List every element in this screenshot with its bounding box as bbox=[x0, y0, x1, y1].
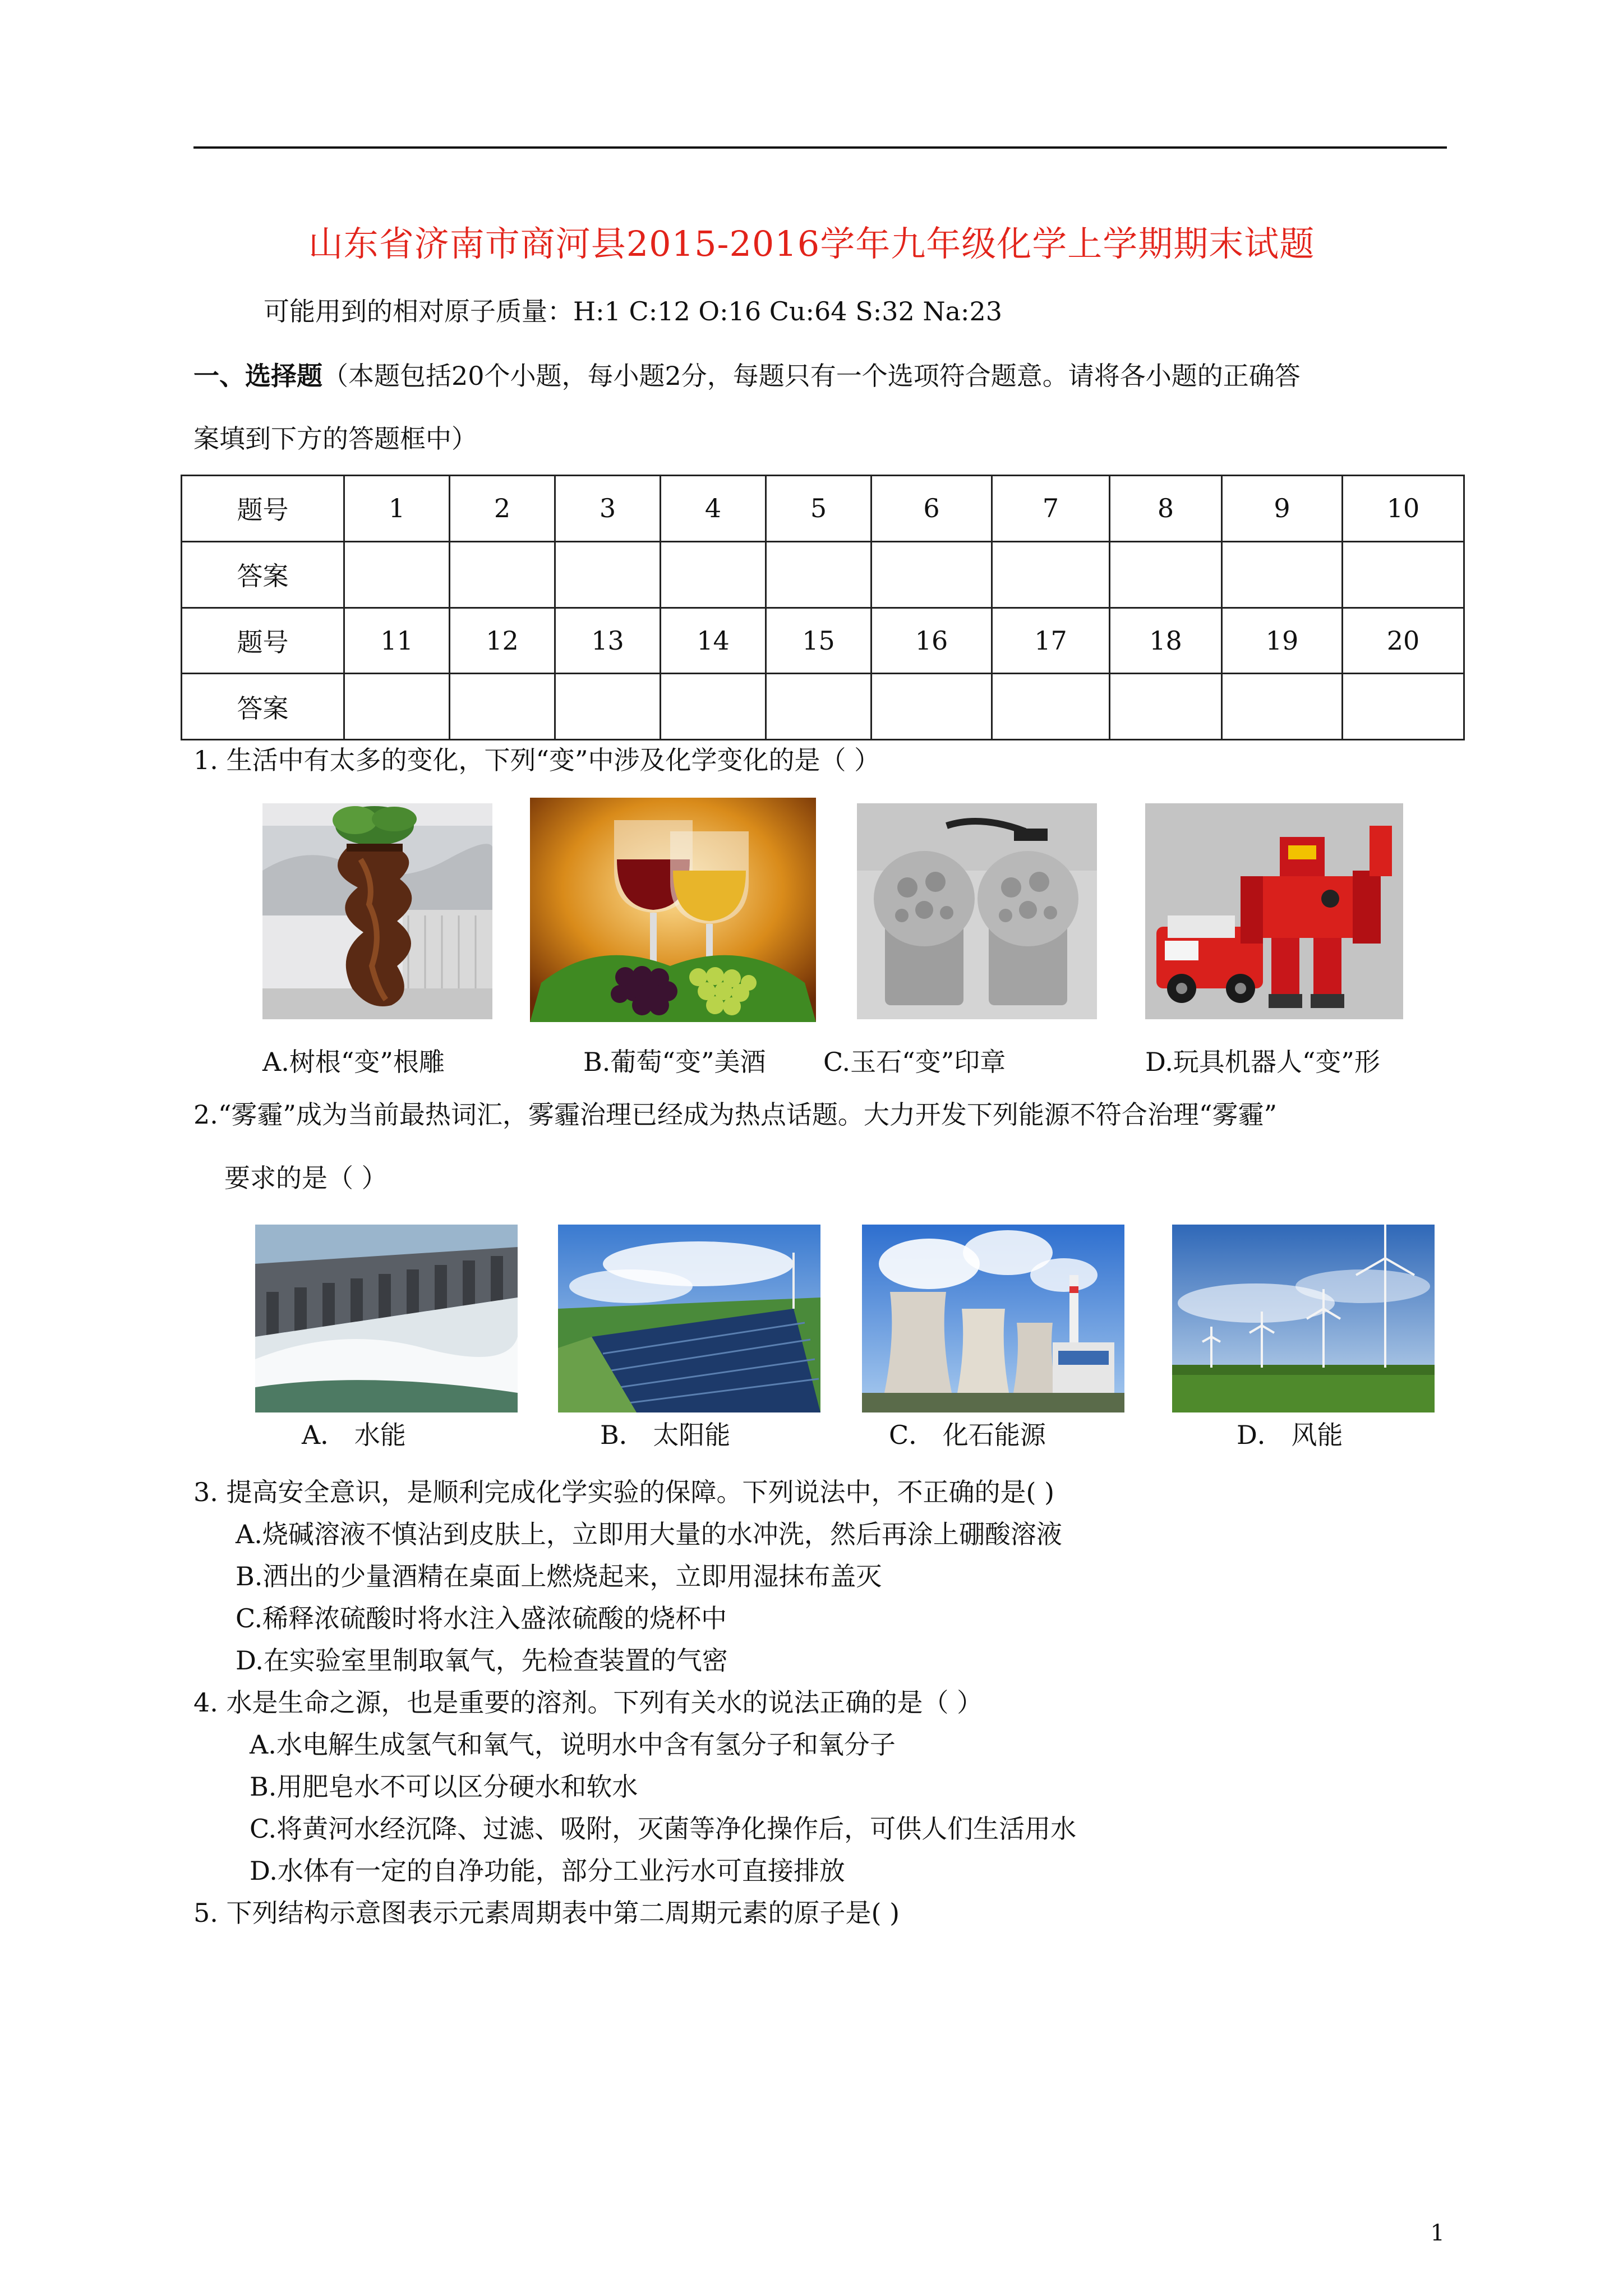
answer-cell[interactable] bbox=[1222, 674, 1343, 740]
question-number: 20 bbox=[1343, 608, 1464, 674]
question-3-option-b: B.洒出的少量酒精在桌面上燃烧起来，立即用湿抹布盖灭 bbox=[236, 1561, 882, 1591]
question-1-option-d: D.玩具机器人“变”形 bbox=[1145, 1047, 1380, 1077]
question-number: 1 bbox=[344, 476, 450, 542]
question-1-option-b: B.葡萄“变”美酒 bbox=[583, 1047, 766, 1077]
question-2-option-b: B． 太阳能 bbox=[600, 1420, 731, 1450]
answer-cell[interactable] bbox=[555, 674, 661, 740]
answer-cell[interactable] bbox=[1222, 541, 1343, 608]
table-row bbox=[182, 476, 1464, 542]
answer-cell[interactable] bbox=[344, 674, 450, 740]
tree-root-carving-image bbox=[262, 803, 492, 1019]
answer-cell[interactable] bbox=[344, 541, 450, 608]
answer-cell[interactable] bbox=[1110, 674, 1222, 740]
answer-cell[interactable] bbox=[1343, 541, 1464, 608]
answer-cell[interactable] bbox=[555, 541, 661, 608]
atomic-masses-note: 可能用到的相对原子质量：H:1 C:12 O:16 Cu:64 S:32 Na:23 bbox=[264, 296, 1003, 326]
answer-cell[interactable] bbox=[872, 541, 992, 608]
answer-cell[interactable] bbox=[992, 674, 1110, 740]
question-number: 2 bbox=[450, 476, 555, 542]
question-number: 8 bbox=[1110, 476, 1222, 542]
question-4-stem: 4. 水是生命之源，也是重要的溶剂。下列有关水的说法正确的是（ ） bbox=[193, 1687, 983, 1718]
solar-panels-image bbox=[558, 1225, 820, 1412]
question-number: 14 bbox=[661, 608, 766, 674]
answer-cell[interactable] bbox=[766, 541, 872, 608]
question-number: 16 bbox=[872, 608, 992, 674]
question-3-option-d: D.在实验室里制取氧气，先检查装置的气密 bbox=[236, 1645, 728, 1676]
question-3-option-c: C.稀释浓硫酸时将水注入盛浓硫酸的烧杯中 bbox=[236, 1603, 727, 1634]
question-number: 6 bbox=[872, 476, 992, 542]
question-number: 13 bbox=[555, 608, 661, 674]
row-label-number: 题号 bbox=[182, 476, 344, 542]
question-3-option-a: A.烧碱溶液不慎沾到皮肤上，立即用大量的水冲洗，然后再涂上硼酸溶液 bbox=[236, 1519, 1062, 1549]
section1-desc-cont: 案填到下方的答题框中） bbox=[193, 424, 477, 454]
question-4-option-c: C.将黄河水经沉降、过滤、吸附，灭菌等净化操作后，可供人们生活用水 bbox=[250, 1814, 1077, 1844]
question-2-option-d: D． 风能 bbox=[1237, 1420, 1343, 1450]
question-1-option-c: C.玉石“变”印章 bbox=[823, 1047, 1006, 1077]
question-2-option-a: A． 水能 bbox=[302, 1420, 406, 1450]
answer-cell[interactable] bbox=[661, 674, 766, 740]
question-4-option-b: B.用肥皂水不可以区分硬水和软水 bbox=[250, 1772, 638, 1802]
question-5-stem: 5. 下列结构示意图表示元素周期表中第二周期元素的原子是( ) bbox=[193, 1898, 900, 1928]
table-row bbox=[182, 608, 1464, 674]
question-1-option-a: A.树根“变”根雕 bbox=[262, 1047, 445, 1077]
answer-cell[interactable] bbox=[661, 541, 766, 608]
answer-cell[interactable] bbox=[766, 674, 872, 740]
document-title: 山东省济南市商河县2015-2016学年九年级化学上学期期末试题 bbox=[308, 223, 1315, 264]
row-label-number: 题号 bbox=[182, 608, 344, 674]
question-number: 4 bbox=[661, 476, 766, 542]
question-number: 19 bbox=[1222, 608, 1343, 674]
answer-cell[interactable] bbox=[872, 674, 992, 740]
answer-cell[interactable] bbox=[992, 541, 1110, 608]
question-1-stem: 1. 生活中有太多的变化，下列“变”中涉及化学变化的是（ ） bbox=[193, 745, 880, 775]
question-number: 9 bbox=[1222, 476, 1343, 542]
jade-seals-image bbox=[857, 803, 1097, 1019]
toy-robot-image bbox=[1145, 803, 1403, 1019]
table-row bbox=[182, 674, 1464, 740]
question-number: 5 bbox=[766, 476, 872, 542]
question-4-option-a: A.水电解生成氢气和氧气，说明水中含有氢分子和氧分子 bbox=[250, 1729, 896, 1760]
question-number: 10 bbox=[1343, 476, 1464, 542]
wind-turbines-image bbox=[1172, 1225, 1435, 1412]
grapes-wine-image bbox=[530, 798, 816, 1022]
answer-cell[interactable] bbox=[450, 541, 555, 608]
answer-table bbox=[181, 475, 1465, 740]
question-2-stem: 2.“雾霾”成为当前最热词汇，雾霾治理已经成为热点话题。大力开发下列能源不符合治理“雾霾” bbox=[193, 1099, 1277, 1130]
question-number: 18 bbox=[1110, 608, 1222, 674]
fossil-power-plant-image bbox=[862, 1225, 1124, 1412]
page-number: 1 bbox=[1430, 2220, 1445, 2246]
question-number: 15 bbox=[766, 608, 872, 674]
section1-intro bbox=[193, 359, 1301, 393]
question-4-option-d: D.水体有一定的自净功能，部分工业污水可直接排放 bbox=[250, 1856, 845, 1886]
table-row bbox=[182, 541, 1464, 608]
row-label-answer: 答案 bbox=[182, 541, 344, 608]
question-3-stem: 3. 提高安全意识，是顺利完成化学实验的保障。下列说法中，不正确的是( ) bbox=[193, 1477, 1055, 1507]
section1-desc: （本题包括20个小题，每小题2分，每题只有一个选项符合题意。请将各小题的正确答 bbox=[322, 361, 1301, 391]
answer-cell[interactable] bbox=[1343, 674, 1464, 740]
question-number: 3 bbox=[555, 476, 661, 542]
section1-heading: 一、选择题 bbox=[193, 361, 322, 391]
question-2-option-c: C． 化石能源 bbox=[889, 1420, 1046, 1450]
question-number: 7 bbox=[992, 476, 1110, 542]
header-rule bbox=[193, 146, 1447, 149]
row-label-answer: 答案 bbox=[182, 674, 344, 740]
question-2-stem-cont: 要求的是（ ） bbox=[224, 1163, 388, 1193]
answer-cell[interactable] bbox=[1110, 541, 1222, 608]
question-number: 17 bbox=[992, 608, 1110, 674]
answer-cell[interactable] bbox=[450, 674, 555, 740]
hydropower-dam-image bbox=[255, 1225, 518, 1412]
question-number: 11 bbox=[344, 608, 450, 674]
question-number: 12 bbox=[450, 608, 555, 674]
